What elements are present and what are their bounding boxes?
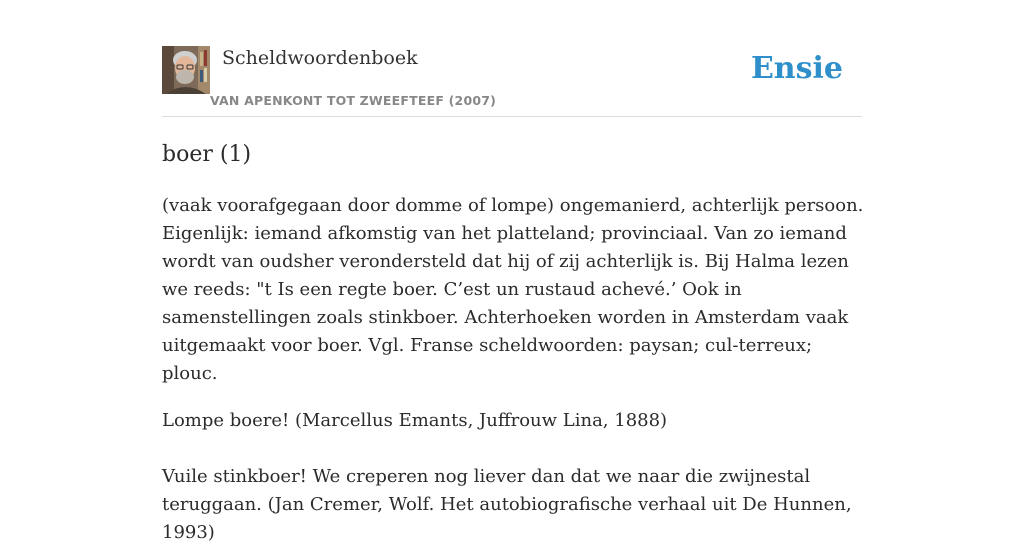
entry-quote: Vuile stinkboer! We creperen nog liever dan dat we naar die zwijnestal teruggaan. (Jan Cremer, Wolf. Het autobiografische verhaal uit De Hunnen, 1993) [162, 466, 852, 543]
ensie-logo[interactable]: Ensie [750, 51, 843, 86]
entry-quote: Lompe boere! (Marcellus Emants, Juffrouw Lina, 1888) [162, 410, 668, 431]
entry-headword: boer (1) [162, 142, 252, 167]
entry-definition: (vaak voorafgegaan door domme of lompe) ongemanierd, achterlijk persoon. Eigenlijk: iemand afkomstig van het platteland; provinciaal. Van zo iemand wordt van oudsher verondersteld dat hij of zij achterlijk is. Bij Halma lezen we reeds: "t Is een regte boer. C’est un rustaud achevé.’ Ook in samenstellingen zoals stinkboer. Achterhoeken worden in Amsterdam vaak uitgemaakt voor boer. Vgl. Franse scheldwoorden: paysan; cul-terreux; plouc. [162, 195, 864, 384]
author-avatar[interactable] [162, 46, 210, 94]
author-name[interactable]: Scheldwoordenboek [222, 47, 418, 69]
avatar-portrait-icon [162, 46, 210, 94]
entry-content [162, 140, 867, 547]
author-header [162, 46, 862, 117]
book-title[interactable]: VAN APENKONT TOT ZWEEFTEEF (2007) [210, 93, 497, 108]
